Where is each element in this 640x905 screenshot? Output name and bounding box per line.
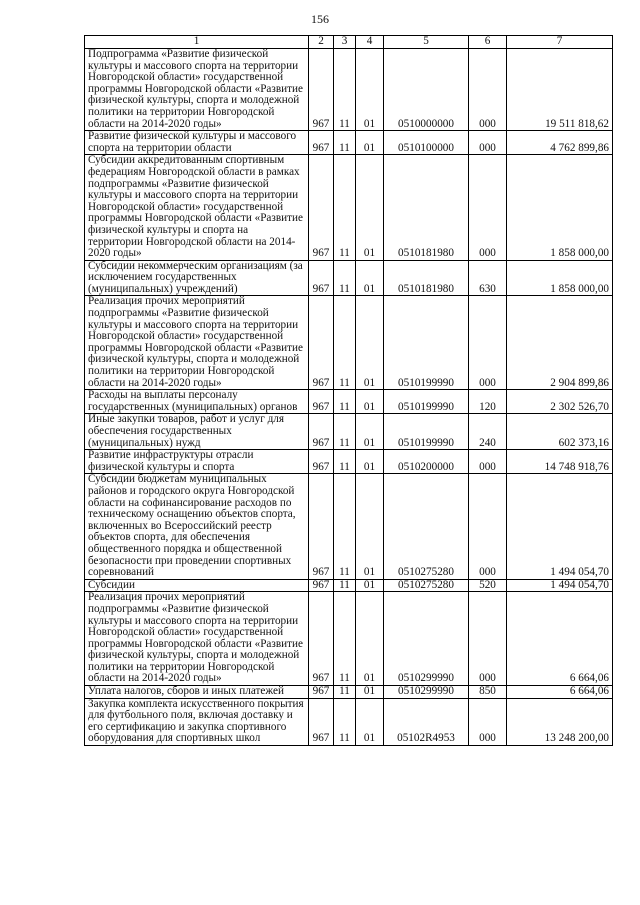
target-code-cell: 0510200000 — [384, 450, 469, 474]
gr-code-cell: 967 — [309, 296, 334, 390]
amount-cell: 2 904 899,86 — [507, 296, 613, 390]
subsection-code-cell: 01 — [356, 414, 384, 450]
row-name-cell: Реализация прочих мероприятий подпрограммы «Развитие физической культуры и массового спорта на территории Новгородской области» государственной программы Новгородской области «Развитие физической культуры, спорта и молодежной политики на территории Новгородской области на 2014-2020 годы» — [85, 592, 309, 686]
target-code-cell: 0510199990 — [384, 390, 469, 414]
row-name-cell: Субсидии — [85, 579, 309, 592]
amount-cell: 1 494 054,70 — [507, 474, 613, 579]
table-row — [85, 296, 613, 390]
row-name-cell: Иные закупки товаров, работ и услуг для обеспечения государственных (муниципальных) нужд — [85, 414, 309, 450]
table-row — [85, 390, 613, 414]
expense-type-cell: 850 — [469, 686, 507, 699]
row-name-cell: Развитие физической культуры и массового спорта на территории области — [85, 131, 309, 155]
gr-code-cell: 967 — [309, 579, 334, 592]
subsection-code-cell: 01 — [356, 390, 384, 414]
amount-cell: 14 748 918,76 — [507, 450, 613, 474]
section-code-cell: 11 — [334, 592, 356, 686]
section-code-cell: 11 — [334, 450, 356, 474]
subsection-code-cell: 01 — [356, 155, 384, 260]
row-name-cell: Подпрограмма «Развитие физической культуры и массового спорта на территории Новгородской области» государственной программы Новгородской области «Развитие физической культуры, спорта и молодежной политики на территории Новгородской области на 2014-2020 годы» — [85, 49, 309, 131]
expense-type-cell: 240 — [469, 414, 507, 450]
gr-code-cell: 967 — [309, 698, 334, 745]
target-code-cell: 0510000000 — [384, 49, 469, 131]
gr-code-cell: 967 — [309, 450, 334, 474]
amount-cell: 1 494 054,70 — [507, 579, 613, 592]
section-code-cell: 11 — [334, 474, 356, 579]
gr-code-cell: 967 — [309, 131, 334, 155]
gr-code-cell: 967 — [309, 592, 334, 686]
target-code-cell: 0510181980 — [384, 155, 469, 260]
subsection-code-cell: 01 — [356, 49, 384, 131]
column-header: 1 — [85, 36, 309, 49]
section-code-cell: 11 — [334, 49, 356, 131]
amount-cell: 13 248 200,00 — [507, 698, 613, 745]
row-name-cell: Расходы на выплаты персоналу государственных (муниципальных) органов — [85, 390, 309, 414]
table-row — [85, 155, 613, 260]
amount-cell: 19 511 818,62 — [507, 49, 613, 131]
expense-type-cell: 000 — [469, 474, 507, 579]
target-code-cell: 0510181980 — [384, 260, 469, 296]
column-header: 7 — [507, 36, 613, 49]
row-name-cell: Субсидии аккредитованным спортивным федерациям Новгородской области в рамках подпрограммы «Развитие физической культуры и массового спорта на территории Новгородской области» государственной программы Новгородской области «Развитие физической культуры и спорта на территории Новгородской области на 2014-2020 годы» — [85, 155, 309, 260]
section-code-cell: 11 — [334, 296, 356, 390]
table-row — [85, 698, 613, 745]
row-name-cell: Субсидии бюджетам муниципальных районов и городского округа Новгородской области на софинансирование расходов по техническому оснащению объектов спорта, включенных во Всероссийский реестр объектов спорта, для обеспечения общественного порядка и общественной безопасности при проведении спортивных соревнований — [85, 474, 309, 579]
gr-code-cell: 967 — [309, 686, 334, 699]
section-code-cell: 11 — [334, 414, 356, 450]
expense-type-cell: 000 — [469, 296, 507, 390]
section-code-cell: 11 — [334, 390, 356, 414]
target-code-cell: 0510100000 — [384, 131, 469, 155]
table-row — [85, 474, 613, 579]
expense-type-cell: 000 — [469, 155, 507, 260]
subsection-code-cell: 01 — [356, 474, 384, 579]
column-header: 4 — [356, 36, 384, 49]
row-name-cell: Закупка комплекта искусственного покрытия для футбольного поля, включая доставку и его сертификацию и закупка спортивного оборудования для спортивных школ — [85, 698, 309, 745]
section-code-cell: 11 — [334, 260, 356, 296]
gr-code-cell: 967 — [309, 414, 334, 450]
target-code-cell: 0510275280 — [384, 579, 469, 592]
table-row — [85, 579, 613, 592]
row-name-cell: Развитие инфраструктуры отрасли физической культуры и спорта — [85, 450, 309, 474]
column-header: 2 — [309, 36, 334, 49]
amount-cell: 602 373,16 — [507, 414, 613, 450]
subsection-code-cell: 01 — [356, 131, 384, 155]
table-row — [85, 686, 613, 699]
target-code-cell: 0510199990 — [384, 414, 469, 450]
section-code-cell: 11 — [334, 155, 356, 260]
section-code-cell: 11 — [334, 131, 356, 155]
expense-type-cell: 000 — [469, 49, 507, 131]
section-code-cell: 11 — [334, 686, 356, 699]
expense-type-cell: 120 — [469, 390, 507, 414]
expense-type-cell: 000 — [469, 450, 507, 474]
subsection-code-cell: 01 — [356, 698, 384, 745]
subsection-code-cell: 01 — [356, 579, 384, 592]
header-row — [85, 36, 613, 49]
expense-type-cell: 000 — [469, 698, 507, 745]
amount-cell: 4 762 899,86 — [507, 131, 613, 155]
gr-code-cell: 967 — [309, 390, 334, 414]
section-code-cell: 11 — [334, 579, 356, 592]
gr-code-cell: 967 — [309, 474, 334, 579]
target-code-cell: 0510299990 — [384, 686, 469, 699]
target-code-cell: 0510275280 — [384, 474, 469, 579]
row-name-cell: Уплата налогов, сборов и иных платежей — [85, 686, 309, 699]
subsection-code-cell: 01 — [356, 686, 384, 699]
expense-type-cell: 630 — [469, 260, 507, 296]
subsection-code-cell: 01 — [356, 260, 384, 296]
gr-code-cell: 967 — [309, 155, 334, 260]
subsection-code-cell: 01 — [356, 296, 384, 390]
target-code-cell: 05102R4953 — [384, 698, 469, 745]
expense-type-cell: 520 — [469, 579, 507, 592]
amount-cell: 1 858 000,00 — [507, 260, 613, 296]
amount-cell: 2 302 526,70 — [507, 390, 613, 414]
expense-type-cell: 000 — [469, 131, 507, 155]
column-header: 3 — [334, 36, 356, 49]
table-row — [85, 592, 613, 686]
column-header: 6 — [469, 36, 507, 49]
page-number: 156 — [311, 12, 329, 26]
amount-cell: 1 858 000,00 — [507, 155, 613, 260]
subsection-code-cell: 01 — [356, 592, 384, 686]
gr-code-cell: 967 — [309, 49, 334, 131]
budget-table — [84, 35, 613, 746]
subsection-code-cell: 01 — [356, 450, 384, 474]
gr-code-cell: 967 — [309, 260, 334, 296]
column-header: 5 — [384, 36, 469, 49]
table-row — [85, 260, 613, 296]
target-code-cell: 0510199990 — [384, 296, 469, 390]
table-row — [85, 49, 613, 131]
table-row — [85, 131, 613, 155]
expense-type-cell: 000 — [469, 592, 507, 686]
amount-cell: 6 664,06 — [507, 592, 613, 686]
section-code-cell: 11 — [334, 698, 356, 745]
amount-cell: 6 664,06 — [507, 686, 613, 699]
table-row — [85, 450, 613, 474]
row-name-cell: Реализация прочих мероприятий подпрограммы «Развитие физической культуры и массового спорта на территории Новгородской области» государственной программы Новгородской области «Развитие физической культуры, спорта и молодежной политики на территории Новгородской области на 2014-2020 годы» — [85, 296, 309, 390]
row-name-cell: Субсидии некоммерческим организациям (за исключением государственных (муниципальных) учреждений) — [85, 260, 309, 296]
target-code-cell: 0510299990 — [384, 592, 469, 686]
table-row — [85, 414, 613, 450]
